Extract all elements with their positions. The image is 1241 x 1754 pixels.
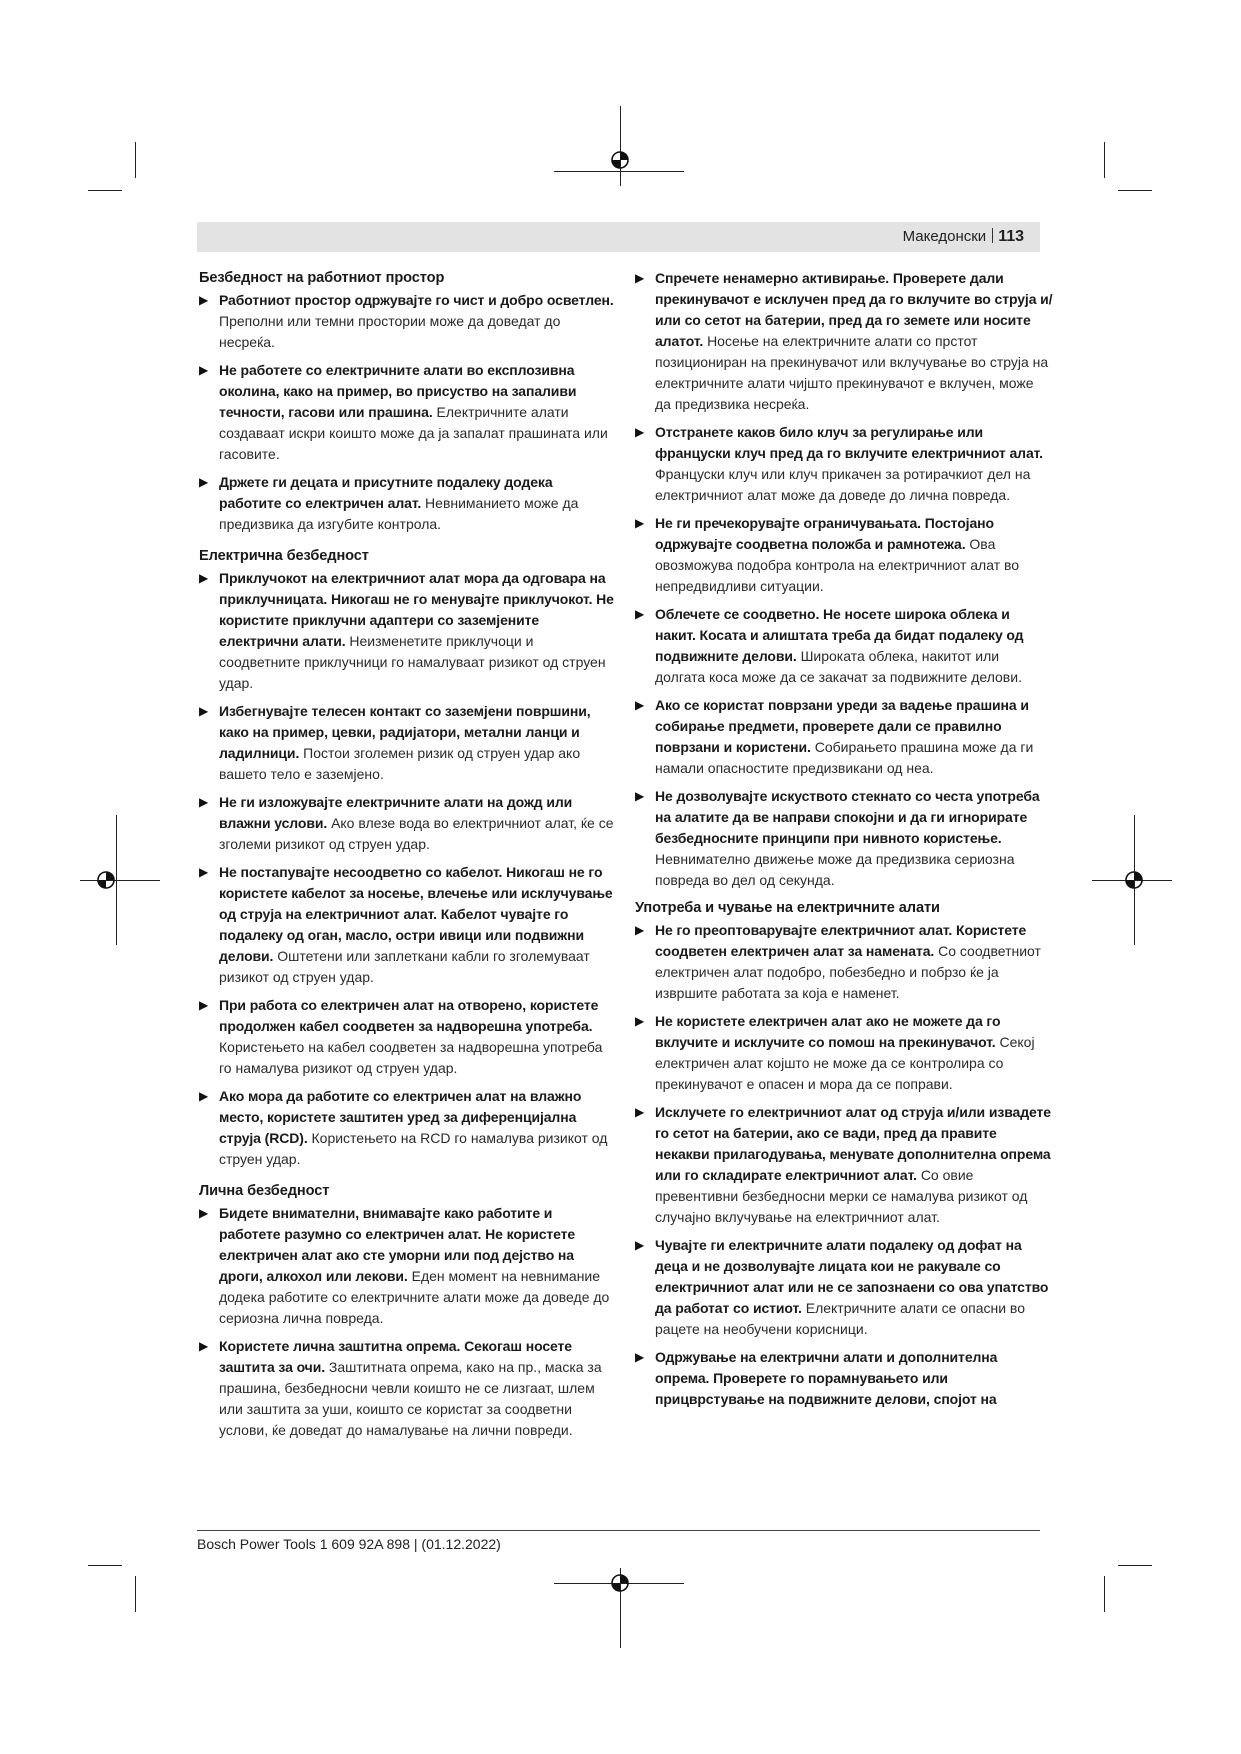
page-number: 113 bbox=[998, 228, 1024, 245]
list-item bbox=[199, 1203, 617, 1329]
item-bold-text: Не работете со електричните алати во експлозивна околина, како на пример, во присуство на запаливи течности, гасови или прашина. bbox=[219, 362, 577, 420]
triangle-bullet-icon: ▶ bbox=[199, 1339, 209, 1353]
item-text: Со соодветниот електричен алат подобро, побезбедно и побрзо ќе ја извршите работата за која е наменет. bbox=[655, 943, 1041, 1001]
item-bold-text: Не користете електричен алат ако не можете да го вклучите и исклучите со помош на прекинувачот. bbox=[655, 1013, 1001, 1050]
left-column bbox=[199, 268, 617, 1448]
list-item bbox=[199, 792, 617, 855]
crop-mark bbox=[1118, 190, 1152, 191]
list-item bbox=[635, 604, 1053, 688]
item-bold-text: Бидете внимателни, внимавајте како работите и работете разумно со електричен алат. Не користете електричен алат ако сте уморни или под дејство на дроги, алкохол или лекови. bbox=[219, 1205, 576, 1284]
crop-mark bbox=[88, 1565, 122, 1566]
item-bold-text: Отстранете каков било клуч за регулирање или француски клуч пред да го вклучите електричниот алат. bbox=[655, 424, 1043, 461]
registration-target-icon bbox=[609, 149, 631, 171]
triangle-bullet-icon: ▶ bbox=[199, 571, 209, 585]
item-text: Постои зголемен ризик од струен удар ако вашето тело е заземјено. bbox=[219, 745, 581, 782]
list-item bbox=[199, 1336, 617, 1441]
item-bold-text: Не постапувајте несоодветно со кабелот. Никогаш не го користете кабелот за носење, влечење или исклучување од струја на електричниот алат. Кабелот чувајте го подалеку од оган, масло, остри ивици или подвижни делови. bbox=[219, 864, 613, 964]
registration-target-icon bbox=[1123, 869, 1145, 891]
triangle-bullet-icon: ▶ bbox=[199, 293, 209, 307]
item-bold-text: Облечете се соодветно. Не носете широка облека и накит. Косата и алиштата треба да бидат подалеку од подвижните делови. bbox=[655, 606, 1024, 664]
item-bold-text: Користете лична заштитна опрема. Секогаш носете заштита за очи. bbox=[219, 1338, 572, 1375]
header-separator bbox=[992, 228, 993, 243]
item-text: Француски клуч или клуч прикачен за ротирачкиот дел на електричниот алат може да доведе до лична повреда. bbox=[655, 466, 1031, 503]
item-text: Со овие превентивни безбедносни мерки се намалува ризикот од случајно вклучување на електричниот алат. bbox=[655, 1167, 1028, 1225]
registration-target-icon bbox=[609, 1572, 631, 1594]
item-text: Еден момент на невнимание додека работите со електричните алати може да доведе до сериозна лична повреда. bbox=[219, 1268, 610, 1326]
triangle-bullet-icon: ▶ bbox=[635, 425, 645, 439]
triangle-bullet-icon: ▶ bbox=[635, 607, 645, 621]
item-bold-text: Не го преоптоварувајте електричниот алат. Користете соодветен електричен алат за намената. bbox=[655, 922, 1027, 959]
triangle-bullet-icon: ▶ bbox=[199, 795, 209, 809]
crop-mark bbox=[88, 190, 122, 191]
list-item bbox=[199, 701, 617, 785]
crop-mark bbox=[1118, 1565, 1152, 1566]
triangle-bullet-icon: ▶ bbox=[199, 865, 209, 879]
triangle-bullet-icon: ▶ bbox=[199, 1206, 209, 1220]
section-heading: Електрична безбедност bbox=[199, 548, 369, 564]
triangle-bullet-icon: ▶ bbox=[635, 698, 645, 712]
triangle-bullet-icon: ▶ bbox=[199, 998, 209, 1012]
item-text: Електричните алати создаваат искри коишто може да ја запалат прашината или гасовите. bbox=[219, 404, 608, 462]
footer-rule bbox=[197, 1530, 1040, 1531]
item-bold-text: Не ги изложувајте електричните алати на дожд или влажни услови. bbox=[219, 794, 573, 831]
registration-line bbox=[80, 880, 160, 881]
item-bold-text: При работа со електричен алат на отворено, користете продолжен кабел соодветен за надворешна употреба. bbox=[219, 997, 599, 1034]
item-bold-text: Избегнувајте телесен контакт со заземјени површини, како на пример, цевки, радијатори, метални ланци и ладилници. bbox=[219, 703, 591, 761]
list-item bbox=[199, 568, 617, 694]
registration-target-icon bbox=[95, 869, 117, 891]
item-text: Користењето на RCD го намалува ризикот од струен удар. bbox=[219, 1130, 608, 1167]
triangle-bullet-icon: ▶ bbox=[199, 1089, 209, 1103]
triangle-bullet-icon: ▶ bbox=[635, 1014, 645, 1028]
list-item bbox=[199, 472, 617, 535]
item-bold-text: Спречете ненамерно активирање. Проверете дали прекинувачот е исклучен пред да го вклучите во струја и/или со сетот на батерии, пред да го земете или носите алатот. bbox=[655, 270, 1053, 349]
triangle-bullet-icon: ▶ bbox=[635, 1105, 645, 1119]
triangle-bullet-icon: ▶ bbox=[635, 923, 645, 937]
item-bold-text: Држете ги децата и присутните подалеку додека работите со електричен алат. bbox=[219, 474, 553, 511]
item-bold-text: Чувајте ги електричните алати подалеку од дофат на деца и не дозволувајте лицата кои не ракувале со електричниот алат или не се запознаени со ова упатство да работат со истиот. bbox=[655, 1237, 1049, 1316]
item-bold-text: Не дозволувајте искуството стекнато со честа употреба на алатите да ве направи спокојни и да ги игнорирате безбедносните принципи при нивното користење. bbox=[655, 788, 1040, 846]
triangle-bullet-icon: ▶ bbox=[635, 271, 645, 285]
item-bold-text: Не ги пречекорувајте ограничувањата. Постојано одржувајте соодветна положба и рамнотежа. bbox=[655, 515, 994, 552]
list-item bbox=[199, 360, 617, 465]
triangle-bullet-icon: ▶ bbox=[199, 704, 209, 718]
item-text: Невниманието може да предизвика да изгубите контрола. bbox=[219, 495, 579, 532]
item-text: Невнимателно движење може да предизвика сериозна повреда во дел од секунда. bbox=[655, 851, 1015, 888]
header-language: Македонски bbox=[902, 228, 987, 245]
item-text: Неизменетите приклучоци и соодветните приклучници го намалуваат ризикот од струен удар. bbox=[219, 633, 606, 691]
list-item bbox=[635, 695, 1053, 779]
right-column bbox=[635, 268, 1053, 1417]
list-item bbox=[199, 290, 617, 353]
item-bold-text: Работниот простор одржувајте го чист и добро осветлен. bbox=[219, 292, 614, 308]
item-text: Носење на електричните алати со прстот позициониран на прекинувачот или вклучување во струја на електричните алати чијшто прекинувачот е вклучен, може да предизвика несреќа. bbox=[655, 333, 1049, 412]
item-text: Собирањето прашина може да ги намали опасностите предизвикани од неа. bbox=[655, 739, 1034, 776]
triangle-bullet-icon: ▶ bbox=[635, 516, 645, 530]
item-text: Оштетени или заплеткани кабли го зголемуваат ризикот од струен удар. bbox=[219, 948, 590, 985]
page-header bbox=[197, 222, 1040, 252]
section-items bbox=[199, 1203, 617, 1441]
crop-mark bbox=[135, 1576, 136, 1612]
list-item bbox=[199, 1086, 617, 1170]
registration-line bbox=[554, 171, 684, 172]
list-item bbox=[199, 995, 617, 1079]
section-heading: Безбедност на работниот простор bbox=[199, 270, 445, 286]
item-text: Ова овозможува подобра контрола на електричниот алат во непредвидливи ситуации. bbox=[655, 536, 1020, 594]
triangle-bullet-icon: ▶ bbox=[199, 363, 209, 377]
section-heading: Употреба и чување на електричните алати bbox=[635, 900, 940, 916]
list-item bbox=[635, 422, 1053, 506]
list-item bbox=[199, 862, 617, 988]
item-bold-text: Ако мора да работите со електричен алат на влажно место, користете заштитен уред за диференцијална струја (RCD). bbox=[219, 1088, 582, 1146]
crop-mark bbox=[1104, 142, 1105, 178]
item-text: Преполни или темни простории може да доведат до несреќа. bbox=[219, 313, 561, 350]
header-text bbox=[903, 227, 1024, 247]
footer-text: Bosch Power Tools 1 609 92A 898 | (01.12.2022) bbox=[197, 1536, 501, 1552]
section-items bbox=[635, 920, 1053, 1410]
section-items bbox=[635, 268, 1053, 891]
item-text: Секој електричен алат којшто не може да се контролира со прекинувачот е опасен и мора да се поправи. bbox=[655, 1034, 1035, 1092]
crop-mark bbox=[135, 142, 136, 178]
item-text: Ако влезе вода во електричниот алат, ќе се зголеми ризикот од струен удар. bbox=[219, 815, 614, 852]
list-item bbox=[635, 1102, 1053, 1228]
crop-mark bbox=[1104, 1576, 1105, 1612]
section-items bbox=[199, 290, 617, 535]
item-text: Користењето на кабел соодветен за надворешна употреба го намалува ризикот од струен удар. bbox=[219, 1039, 603, 1076]
list-item bbox=[635, 268, 1053, 415]
item-text: Електричните алати се опасни во рацете на необучени корисници. bbox=[655, 1300, 1025, 1337]
list-item bbox=[635, 1235, 1053, 1340]
list-item bbox=[635, 1347, 1053, 1410]
list-item bbox=[635, 920, 1053, 1004]
triangle-bullet-icon: ▶ bbox=[635, 789, 645, 803]
item-bold-text: Ако се користат поврзани уреди за вадење прашина и собирање предмети, проверете дали се правилно поврзани и користени. bbox=[655, 697, 1029, 755]
item-bold-text: Исклучете го електричниот алат од струја и/или извадете го сетот на батерии, ако се вади, пред да правите некакви прилагодувања, менувате дополнителна опрема или го складирате електричниот алат. bbox=[655, 1104, 1051, 1183]
section-items bbox=[199, 568, 617, 1170]
section-heading: Лична безбедност bbox=[199, 1183, 330, 1199]
list-item bbox=[635, 786, 1053, 891]
item-text: Широката облека, накитот или долгата коса може да се закачат за подвижните делови. bbox=[655, 648, 1022, 685]
triangle-bullet-icon: ▶ bbox=[199, 475, 209, 489]
list-item bbox=[635, 513, 1053, 597]
item-text: Заштитната опрема, како на пр., маска за прашина, безбедносни чевли коишто не се лизгаат, шлем или заштита за уши, коишто се користат за соодветни услови, ќе доведат до намалување на лични повреди. bbox=[219, 1359, 602, 1438]
list-item bbox=[635, 1011, 1053, 1095]
triangle-bullet-icon: ▶ bbox=[635, 1238, 645, 1252]
registration-line bbox=[620, 106, 621, 186]
triangle-bullet-icon: ▶ bbox=[635, 1350, 645, 1364]
item-bold-text: Одржување на електрични алати и дополнителна опрема. Проверете го порамнувањето или прицврстување на подвижните делови, спојот на bbox=[655, 1349, 998, 1407]
item-bold-text: Приклучокот на електричниот алат мора да одговара на приклучницата. Никогаш не го менувајте приклучокот. Не користите приклучни адаптери со заземјените електрични алати. bbox=[219, 570, 614, 649]
